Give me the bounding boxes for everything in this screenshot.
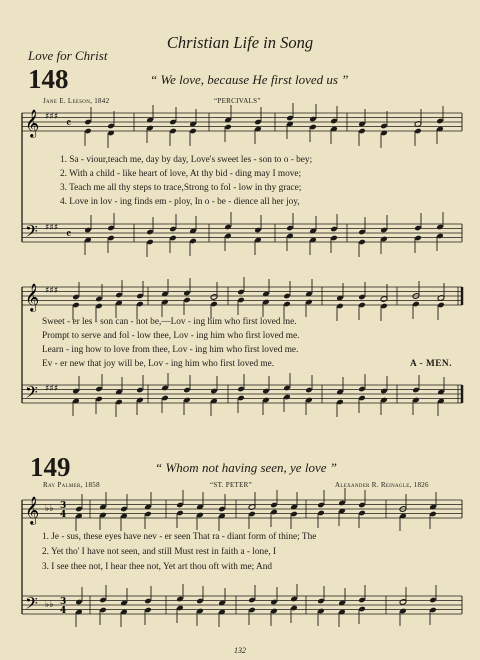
page-number: 132 <box>234 646 246 655</box>
lyric-line: 1. Je - sus, these eyes have nev - er seen That ra - diant form of thine; The <box>42 532 317 542</box>
svg-text:♯♯♯: ♯♯♯ <box>45 384 59 394</box>
svg-text:𝄢: 𝄢 <box>25 593 38 617</box>
hymn-tune: “PERCIVALS” <box>214 97 261 105</box>
svg-text:4: 4 <box>60 606 67 616</box>
svg-text:𝄞: 𝄞 <box>25 496 40 524</box>
hymn-author: Ray Palmer, 1858 <box>43 481 100 489</box>
svg-text:3: 3 <box>60 501 67 511</box>
svg-text:𝄴: 𝄴 <box>66 116 72 130</box>
lyric-line: 2. Yet tho' I have not seen, and still Must rest in faith a - lone, I <box>42 547 277 557</box>
svg-text:♯♯♯: ♯♯♯ <box>45 286 59 296</box>
svg-text:𝄢: 𝄢 <box>25 382 38 406</box>
svg-text:♭♭: ♭♭ <box>45 504 54 514</box>
lyric-line: Sweet - er les - son can - not be,—Lov - ing him who first loved me. <box>42 317 297 327</box>
svg-text:♯♯♯: ♯♯♯ <box>45 112 59 122</box>
section-heading: Love for Christ <box>28 48 108 63</box>
hymn-number: 149 <box>30 452 71 482</box>
amen-label: A - MEN. <box>410 359 452 369</box>
system-149-1 <box>22 488 462 627</box>
svg-text:𝄞: 𝄞 <box>25 283 40 311</box>
lyric-line: 2. With a child - like heart of love, At thy bid - ding may I move; <box>60 169 302 179</box>
svg-text:𝄞: 𝄞 <box>25 109 40 137</box>
hymn-number: 148 <box>28 64 69 94</box>
lyric-line: 1. Sa - viour,teach me, day by day, Love's sweet les - son to o - bey; <box>60 155 313 165</box>
svg-text:4: 4 <box>60 510 67 520</box>
system-148-1 <box>22 103 462 257</box>
svg-text:𝄢: 𝄢 <box>25 221 38 245</box>
lyric-line: 3. Teach me all thy steps to trace,Strong to fol - low in thy grace; <box>60 183 302 193</box>
hymn-quote: “ Whom not having seen, ye love ” <box>155 460 337 475</box>
svg-text:3: 3 <box>60 597 67 607</box>
svg-text:𝄴: 𝄴 <box>66 227 72 241</box>
hymn-tune: “ST. PETER” <box>210 481 253 489</box>
hymn-quote: “ We love, because He first loved us ” <box>150 72 349 87</box>
lyric-line: Prompt to serve and fol - low thee, Lov - ing him who first loved me. <box>42 331 300 341</box>
svg-text:♯♯♯: ♯♯♯ <box>45 223 59 233</box>
svg-text:♭♭: ♭♭ <box>45 600 54 610</box>
lyric-line: Learn - ing how to love from thee, Lov - ing him who first loved me. <box>42 345 299 355</box>
page-title: Christian Life in Song <box>166 33 314 52</box>
hymn-composer: Alexander R. Reinagle, 1826 <box>335 481 429 489</box>
lyric-line: 3. I see thee not, I hear thee not, Yet art thou oft with me; And <box>42 562 273 572</box>
hymn-author: Jane E. Leeson, 1842 <box>43 97 110 105</box>
lyric-line: 4. Love in lov - ing finds em - ploy, In o - be - dience all her joy, <box>60 197 300 207</box>
lyric-line: Ev - er new that joy will be, Lov - ing him who first loved me. <box>42 359 275 369</box>
